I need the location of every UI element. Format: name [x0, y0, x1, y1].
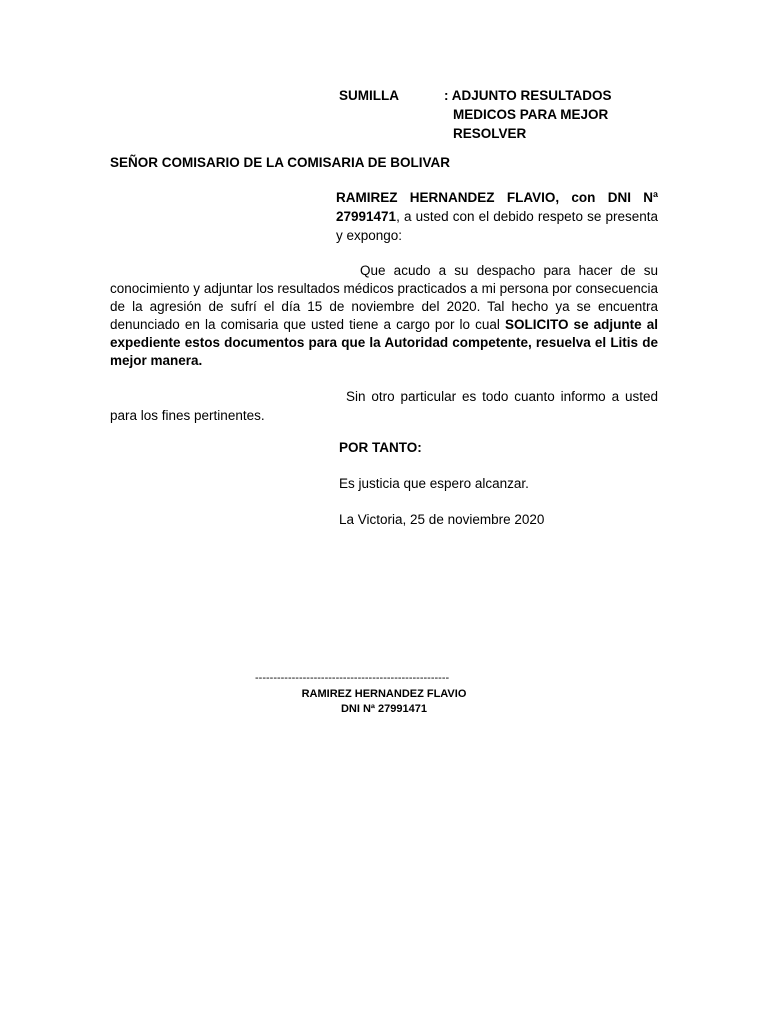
por-tanto: POR TANTO:	[339, 440, 422, 455]
date-line: La Victoria, 25 de noviembre 2020	[339, 512, 545, 527]
body-paragraph	[110, 262, 658, 370]
petitioner-name: RAMIREZ HERNANDEZ FLAVIO, con DNI Nª 27991471	[336, 190, 658, 224]
signature-dni: DNI Nª 27991471	[340, 703, 427, 715]
body-text: Que acudo a su despacho para hacer de su conocimiento y adjuntar los resultados médicos practicados a mi persona por consecuencia de la agresión de sufrí el día 15 de noviembre del 2020. Tal hecho ya se encuentra denunciado en la comisaria que usted tiene a cargo por lo cual	[110, 263, 658, 332]
addressee: SEÑOR COMISARIO DE LA COMISARIA DE BOLIVAR	[110, 155, 451, 170]
signature-line: -----------------------------------------------------	[255, 672, 450, 684]
justicia-line: Es justicia que espero alcanzar.	[339, 476, 529, 491]
intro-paragraph	[336, 188, 658, 245]
sumilla-label: SUMILLA	[339, 88, 399, 103]
signature-name-text: RAMIREZ HERNANDEZ FLAVIO	[301, 688, 467, 700]
intro-rest: , a usted con el debido respeto se presenta y expongo:	[336, 209, 658, 243]
sumilla-line-1: : ADJUNTO RESULTADOS	[444, 88, 612, 103]
signature-name	[0, 688, 768, 700]
sumilla-text	[444, 86, 664, 143]
closing-paragraph	[110, 387, 658, 425]
sumilla-line-3: RESOLVER	[453, 126, 527, 141]
body-request: SOLICITO se adjunte al expediente estos documentos para que la Autoridad competente, resuelva el Litis de mejor manera.	[110, 317, 658, 368]
closing-text: Sin otro particular es todo cuanto informo a usted para los fines pertinentes.	[110, 389, 658, 423]
sumilla-line-2: MEDICOS PARA MEJOR	[453, 107, 609, 122]
